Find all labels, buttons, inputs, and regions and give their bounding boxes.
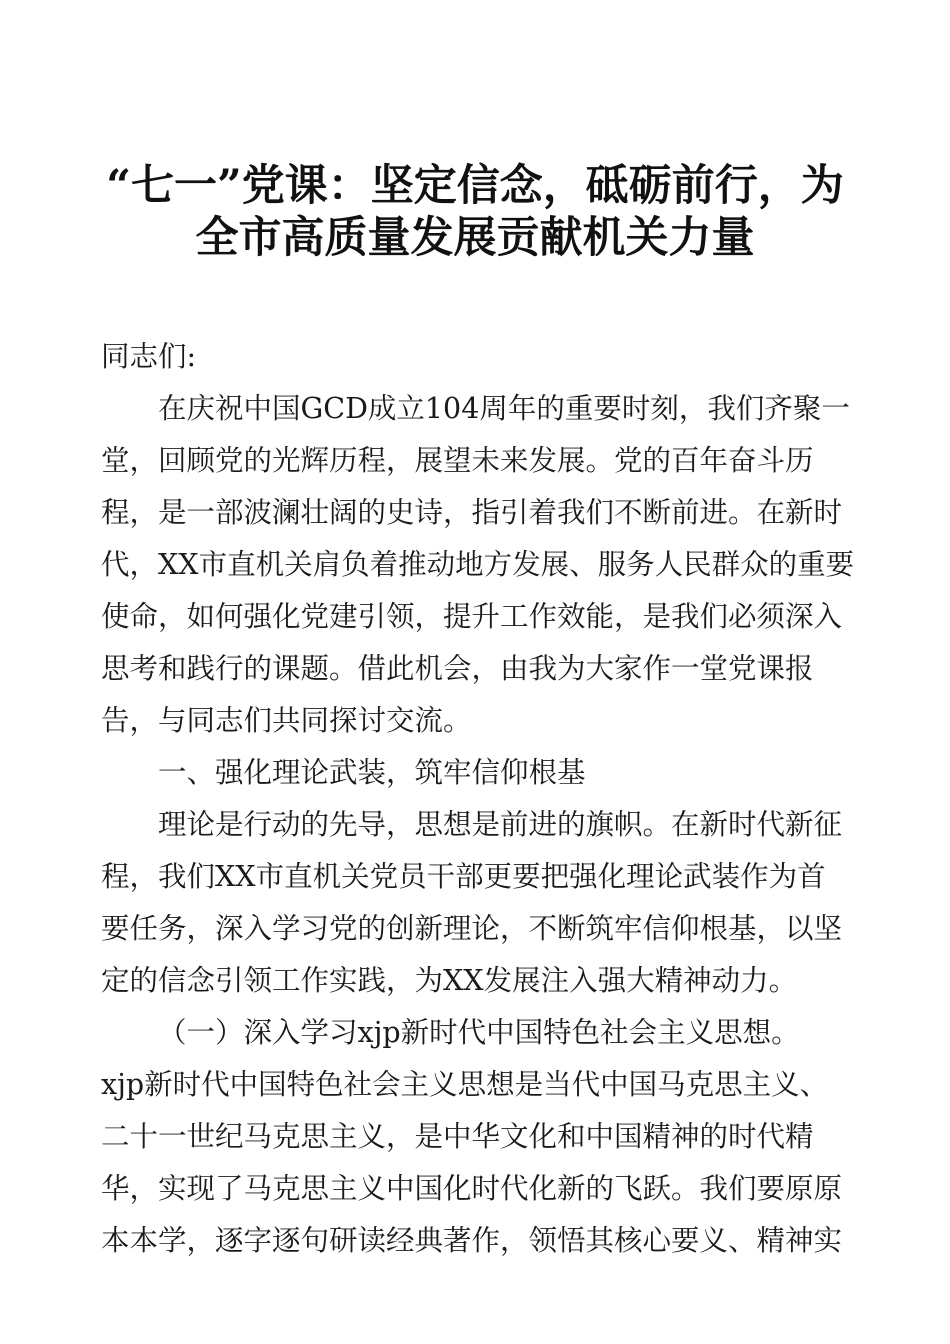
- text-line: 程，我们XX市直机关党员干部更要把强化理论武装作为首: [101, 860, 826, 893]
- text-line: 二十一世纪马克思主义，是中华文化和中国精神的时代精: [101, 1120, 814, 1153]
- title-line-2: 全市高质量发展贡献机关力量: [195, 213, 755, 263]
- text-line: 堂，回顾党的光辉历程，展望未来发展。党的百年奋斗历: [101, 444, 814, 477]
- title-line-1: “七一”党课：坚定信念，砥砺前行，为: [106, 161, 844, 211]
- text-line: 使命，如何强化党建引领，提升工作效能，是我们必须深入: [101, 600, 843, 633]
- text-line: 告，与同志们共同探讨交流。: [101, 704, 472, 737]
- paragraph-intro: [101, 383, 853, 747]
- text-line: 思考和践行的课题。借此机会，由我为大家作一堂党课报: [101, 652, 814, 685]
- text-line: （一）深入学习xjp新时代中国特色社会主义思想。: [158, 1016, 800, 1049]
- text-line: 代，XX市直机关肩负着推动地方发展、服务人民群众的重要: [101, 548, 855, 581]
- paragraph-theory: [101, 799, 853, 1007]
- text-line: xjp新时代中国特色社会主义思想是当代中国马克思主义、: [101, 1068, 829, 1101]
- paragraph-subsection-1: [101, 1007, 853, 1267]
- document-title: [90, 160, 860, 264]
- text-line: 定的信念引领工作实践，为XX发展注入强大精神动力。: [101, 964, 798, 997]
- text-line: 在庆祝中国GCD成立104周年的重要时刻，我们齐聚一: [158, 392, 850, 425]
- section-heading-1: 一、强化理论武装，筑牢信仰根基: [158, 756, 586, 789]
- text-line: 程，是一部波澜壮阔的史诗，指引着我们不断前进。在新时: [101, 496, 843, 529]
- text-line: 理论是行动的先导，思想是前进的旗帜。在新时代新征: [158, 808, 843, 841]
- text-line: 要任务，深入学习党的创新理论，不断筑牢信仰根基，以坚: [101, 912, 843, 945]
- text-line: 本本学，逐字逐句研读经典著作，领悟其核心要义、精神实: [101, 1224, 843, 1257]
- text-line: 华，实现了马克思主义中国化时代化新的飞跃。我们要原原: [101, 1172, 843, 1205]
- document-body: [101, 331, 853, 1267]
- salutation: 同志们:: [101, 340, 197, 373]
